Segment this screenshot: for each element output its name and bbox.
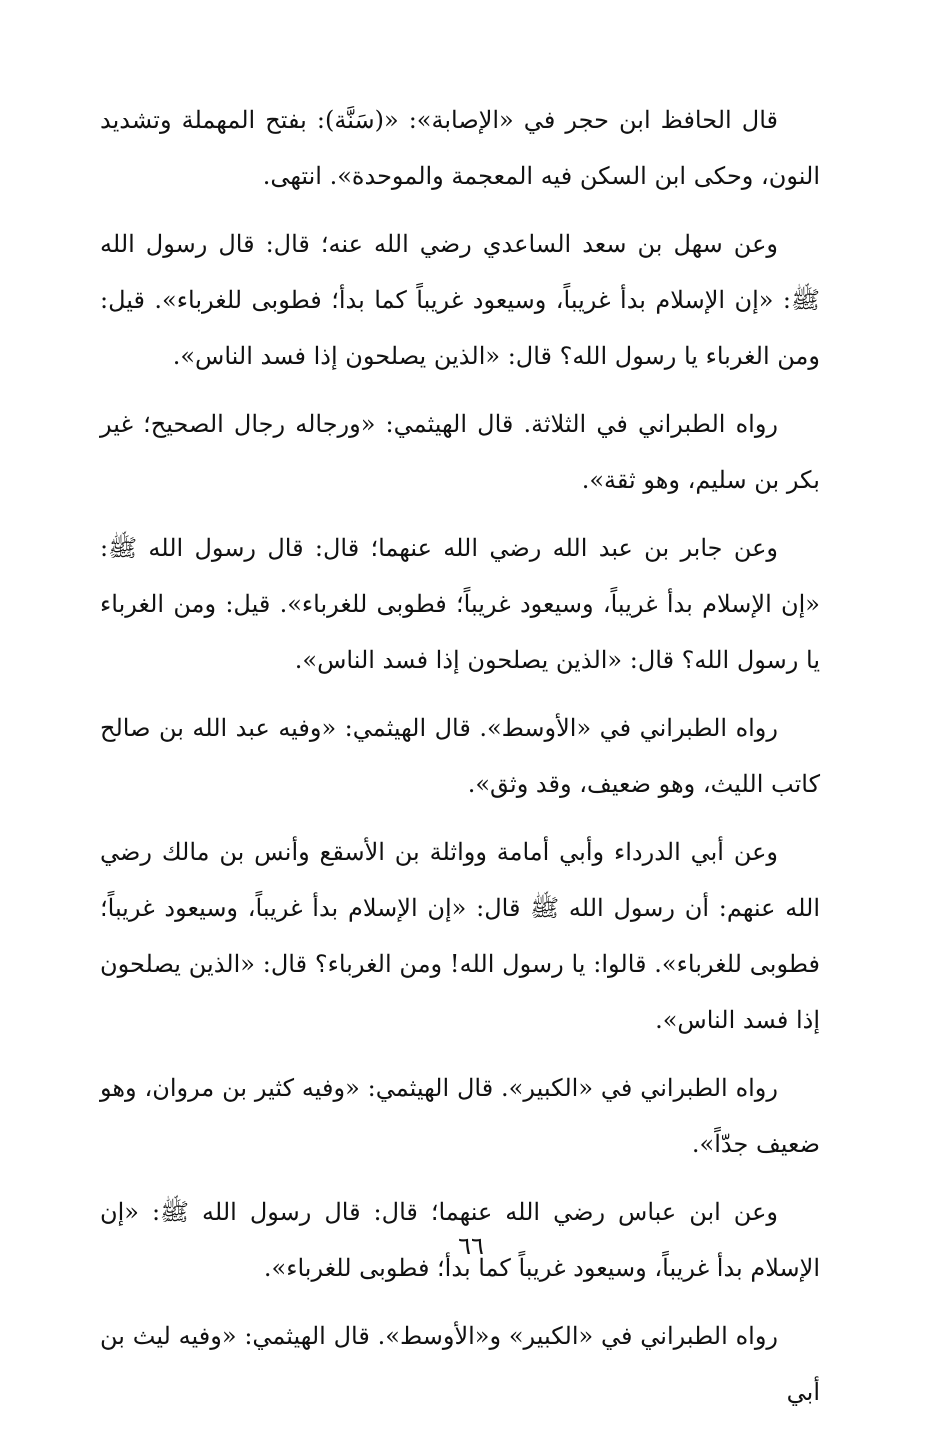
paragraph-8: وعن ابن عباس رضي الله عنهما؛ قال: قال رسول الله ﷺ: «إن الإسلام بدأ غريباً، وسيعود غريباً كما بدأ؛ فطوبى للغرباء». (100, 1198, 820, 1282)
page-body (100, 92, 820, 1432)
page-number: ٦٦ (458, 1232, 484, 1260)
paragraph-4: وعن جابر بن عبد الله رضي الله عنهما؛ قال: قال رسول الله ﷺ: «إن الإسلام بدأ غريباً، وسيعود غريباً؛ فطوبى للغرباء». قيل: ومن الغرباء يا رسول الله؟ قال: «الذين يصلحون إذا فسد الناس». (100, 534, 820, 674)
paragraph-5: رواه الطبراني في «الأوسط». قال الهيثمي: «وفيه عبد الله بن صالح كاتب الليث، وهو ضعيف، وقد وثق». (100, 714, 820, 798)
paragraph-2: وعن سهل بن سعد الساعدي رضي الله عنه؛ قال: قال رسول الله ﷺ: «إن الإسلام بدأ غريباً، وسيعود غريباً كما بدأ؛ فطوبى للغرباء». قيل: ومن الغرباء يا رسول الله؟ قال: «الذين يصلحون إذا فسد الناس». (100, 230, 820, 370)
paragraph-1: قال الحافظ ابن حجر في «الإصابة»: «(سَنَّة): بفتح المهملة وتشديد النون، وحكى ابن السكن فيه المعجمة والموحدة». انتهى. (100, 106, 820, 190)
paragraph-7: رواه الطبراني في «الكبير». قال الهيثمي: «وفيه كثير بن مروان، وهو ضعيف جدّاً». (100, 1074, 820, 1158)
paragraph-3: رواه الطبراني في الثلاثة. قال الهيثمي: «ورجاله رجال الصحيح؛ غير بكر بن سليم، وهو ثقة». (100, 410, 820, 494)
paragraph-9: رواه الطبراني في «الكبير» و«الأوسط». قال الهيثمي: «وفيه ليث بن أبي (100, 1322, 820, 1406)
paragraph-6: وعن أبي الدرداء وأبي أمامة وواثلة بن الأسقع وأنس بن مالك رضي الله عنهم: أن رسول الله ﷺ قال: «إن الإسلام بدأ غريباً، وسيعود غريباً؛ فطوبى للغرباء». قالوا: يا رسول الله! ومن الغرباء؟ قال: «الذين يصلحون إذا فسد الناس». (100, 838, 820, 1034)
